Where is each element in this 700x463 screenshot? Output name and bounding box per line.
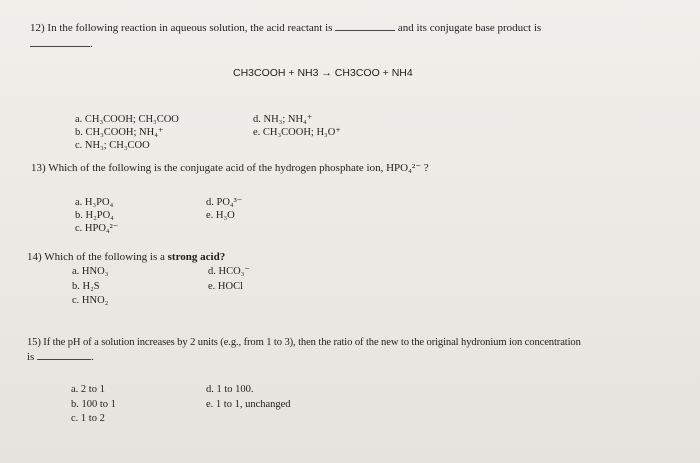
q14-option-b[interactable]: b. H₂S <box>72 281 100 292</box>
q14-option-c[interactable]: c. HNO₂ <box>72 295 109 306</box>
q15-blank[interactable] <box>37 359 91 360</box>
q12-option-d[interactable]: d. NH₃; NH₄⁺ <box>253 114 313 125</box>
q12-option-a[interactable]: a. CH₃COOH; CH₃COO <box>75 114 179 125</box>
q14-question-text: 14) Which of the following is a <box>27 251 168 263</box>
q12-option-e[interactable]: e. CH₃COOH; H₃O⁺ <box>253 127 341 138</box>
q15-option-c[interactable]: c. 1 to 2 <box>71 413 105 424</box>
q12-line1 <box>30 22 541 35</box>
q13-option-b[interactable]: b. H₂PO₄ <box>75 210 114 221</box>
q14-option-d[interactable]: d. HCO₃⁻ <box>208 266 250 277</box>
q15-question: 15) If the pH of a solution increases by 2 units (e.g., from 1 to 3), then the ratio of the new to the original hydronium ion concentration <box>27 337 581 348</box>
q12-stem-end: and its conjugate base product is <box>397 22 542 34</box>
q12-blank-base[interactable] <box>30 46 90 47</box>
q15-option-e[interactable]: e. 1 to 1, unchanged <box>206 399 291 410</box>
q13-option-a[interactable]: a. H₃PO₄ <box>75 197 114 208</box>
q15-line2-end: . <box>91 351 94 363</box>
q15-option-a[interactable]: a. 2 to 1 <box>71 384 105 395</box>
q12-blank-acid[interactable] <box>335 30 395 31</box>
q12-line2 <box>30 38 93 51</box>
q13-question: 13) Which of the following is the conjugate acid of the hydrogen phosphate ion, HPO₄²⁻ ? <box>31 162 429 174</box>
q15-line2 <box>27 351 94 364</box>
q15-line2-start: is <box>27 351 35 363</box>
q14-option-e[interactable]: e. HOCl <box>208 281 243 292</box>
q13-option-e[interactable]: e. H₃O <box>206 210 235 221</box>
q15-option-d[interactable]: d. 1 to 100. <box>206 384 254 395</box>
q12-stem: 12) In the following reaction in aqueous solution, the acid reactant is <box>30 22 333 34</box>
q14-question-emphasis: strong acid? <box>167 251 226 263</box>
q13-option-c[interactable]: c. HPO₄²⁻ <box>75 223 119 234</box>
q13-option-d[interactable]: d. PO₄³⁻ <box>206 197 243 208</box>
q12-option-b[interactable]: b. CH₃COOH; NH₄⁺ <box>75 127 164 138</box>
q15-option-b[interactable]: b. 100 to 1 <box>71 399 116 410</box>
q12-line2-end: . <box>90 38 93 50</box>
q14-option-a[interactable]: a. HNO₃ <box>72 266 109 277</box>
q12-option-c[interactable]: c. NH₃; CH₃COO <box>75 140 150 151</box>
q14-question <box>27 251 225 264</box>
q12-reaction: CH3COOH + NH3 → CH3COO + NH4 <box>233 67 413 79</box>
